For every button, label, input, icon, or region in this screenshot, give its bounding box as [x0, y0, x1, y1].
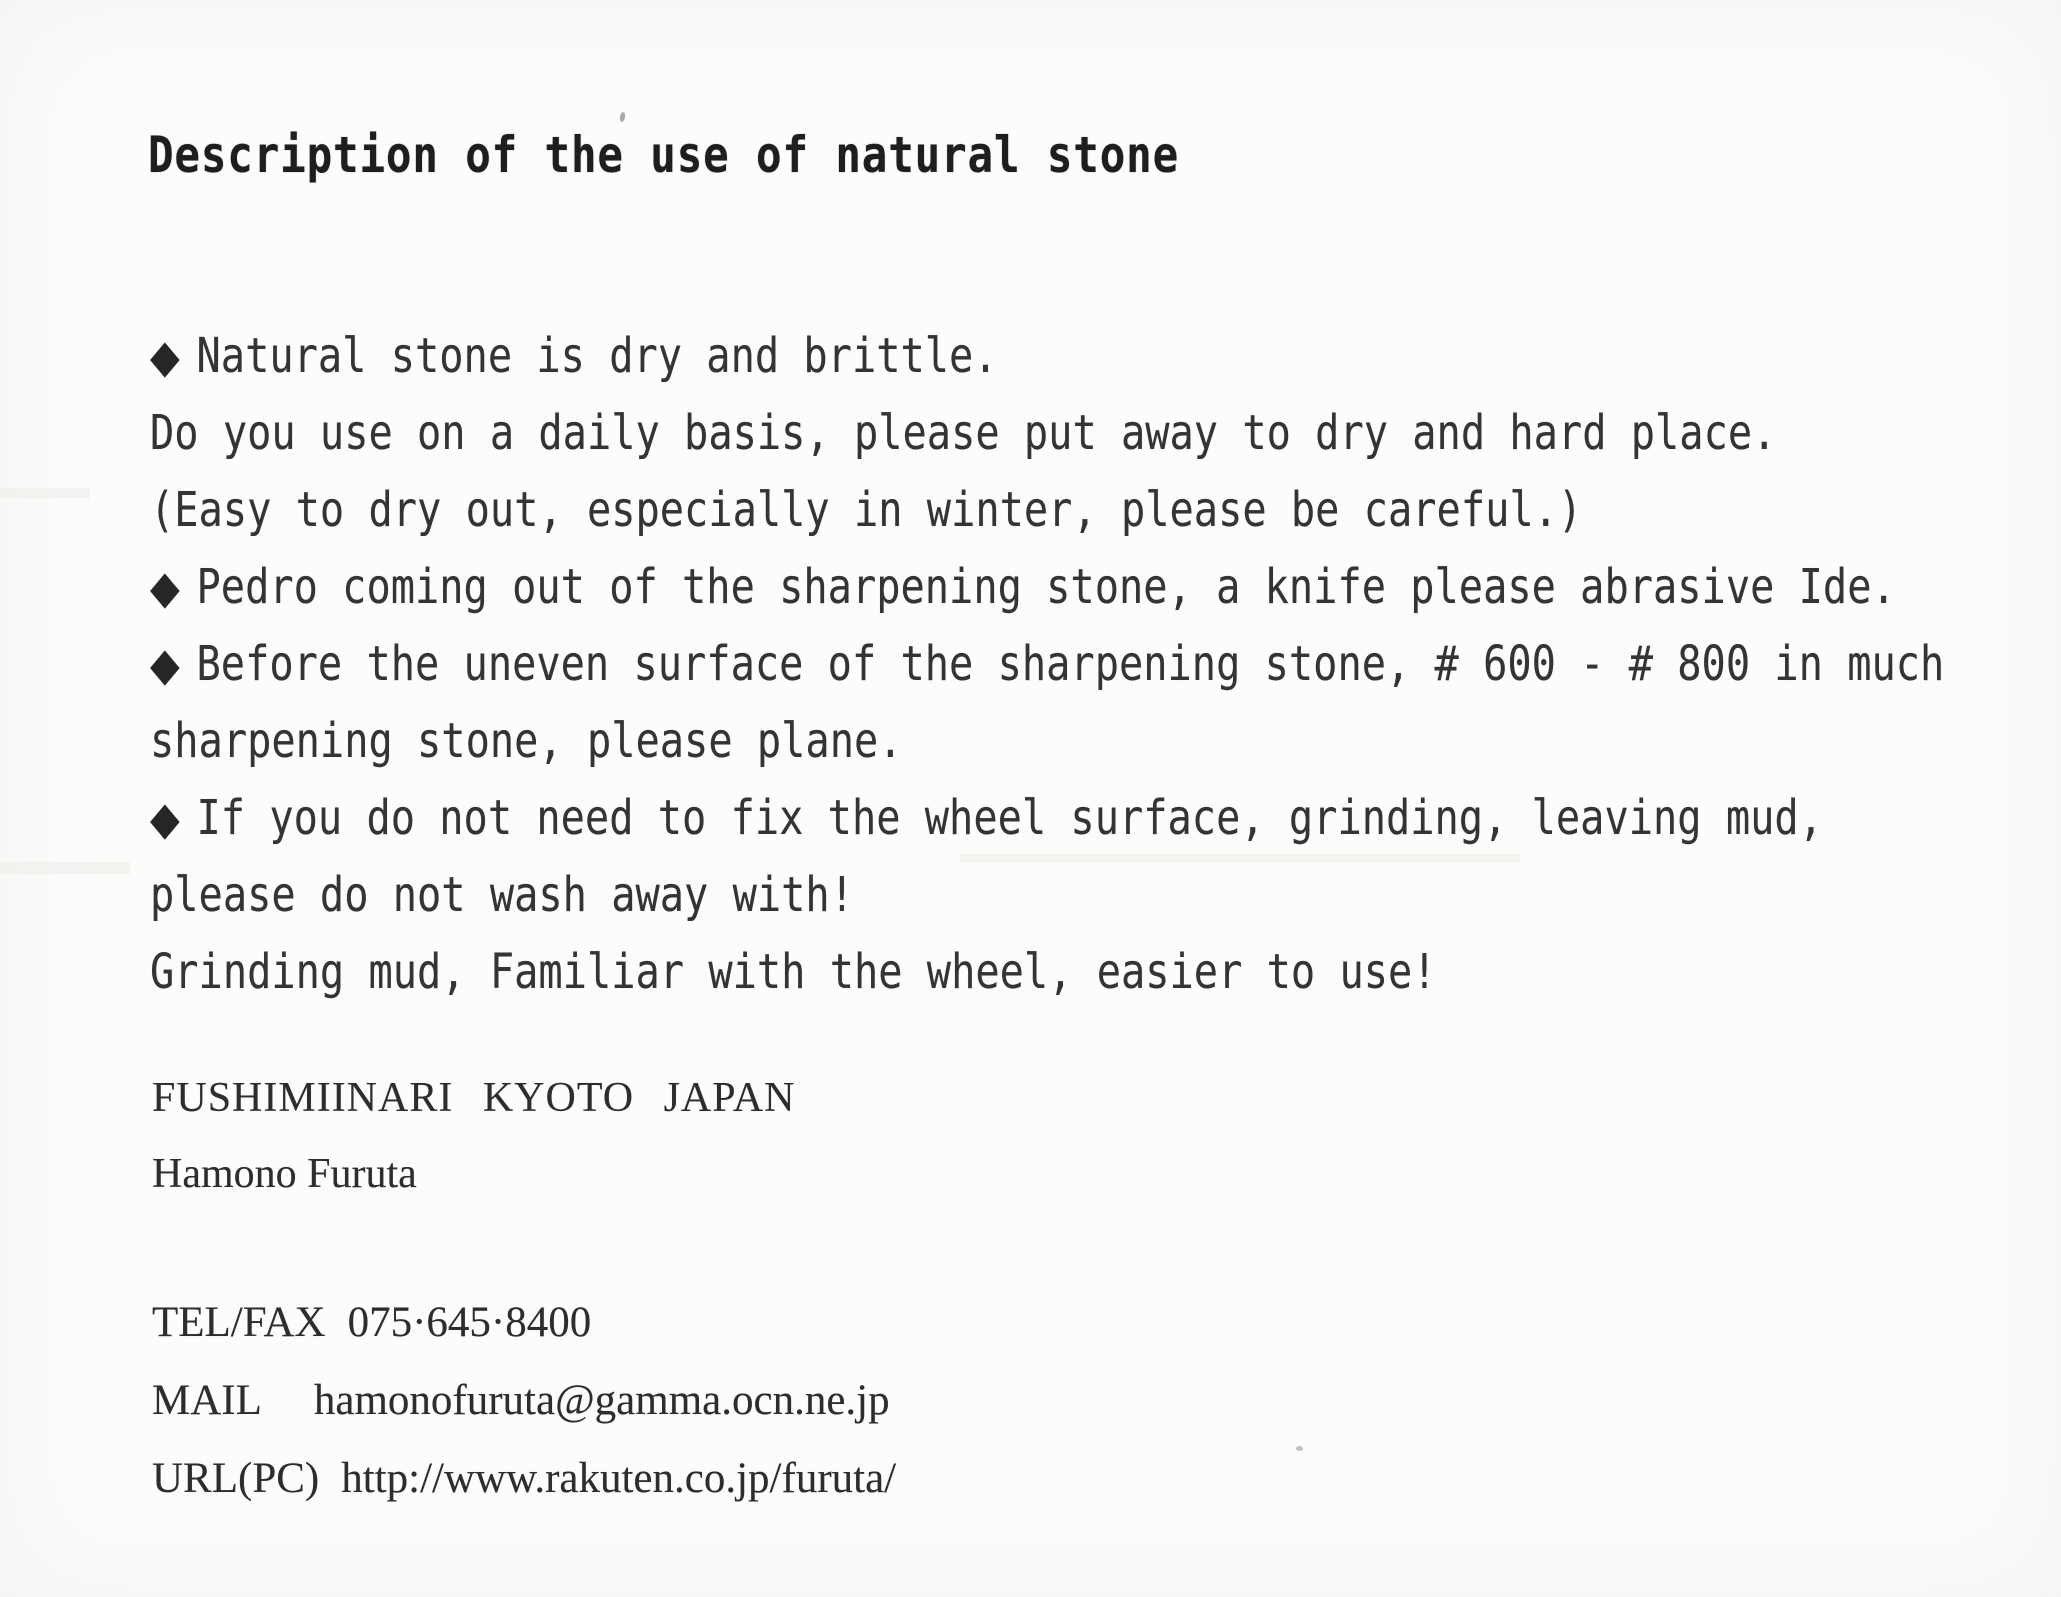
page-title-text: Description of the use of natural stone: [148, 126, 1180, 184]
body-line-text: Natural stone is dry and brittle.: [196, 328, 998, 384]
body-line-text: sharpening stone, please plane.: [150, 713, 903, 769]
contact-block: [152, 1284, 896, 1518]
url-label: URL(PC): [152, 1455, 320, 1502]
diamond-bullet-icon: ◆: [150, 329, 180, 383]
instruction-body: [150, 318, 2021, 1011]
address-block: [152, 1060, 795, 1212]
body-line-text: If you do not need to fix the wheel surface, grinding, leaving mud,: [196, 790, 1823, 846]
body-line: [150, 626, 2021, 703]
body-line: [150, 549, 2021, 626]
mail-label: MAIL: [152, 1377, 262, 1424]
page-title: [148, 126, 1361, 184]
body-line: [150, 857, 2021, 934]
body-line: [150, 318, 2021, 395]
diamond-bullet-icon: ◆: [150, 791, 180, 845]
telfax-label: TEL/FAX: [152, 1299, 326, 1346]
address-shop-name: Hamono Furuta: [152, 1151, 417, 1197]
body-line: [150, 934, 2021, 1011]
mail-address: hamonofuruta@gamma.ocn.ne.jp: [313, 1377, 890, 1424]
diamond-bullet-icon: ◆: [150, 560, 180, 614]
url-line: [152, 1440, 896, 1518]
address-location: FUSHIMIINARI KYOTO JAPAN: [152, 1075, 796, 1121]
diamond-bullet-icon: ◆: [150, 637, 180, 691]
url-address: http://www.rakuten.co.jp/furuta/: [341, 1455, 897, 1502]
body-line: [150, 703, 2021, 780]
body-line: [150, 472, 2021, 549]
body-line: [150, 395, 2021, 472]
scan-streak: [960, 854, 1520, 863]
body-line-text: Before the uneven surface of the sharpening stone, # 600 - # 800 in much: [196, 636, 1945, 692]
body-line-text: Grinding mud, Familiar with the wheel, easier to use!: [150, 944, 1437, 1000]
body-line-text: Pedro coming out of the sharpening stone, a knife please abrasive Ide.: [196, 559, 1896, 615]
scan-speck: [619, 112, 626, 123]
scan-streak: [0, 862, 130, 874]
scan-speck: [1296, 1446, 1303, 1451]
telfax-number: 075·645·8400: [347, 1299, 592, 1346]
scan-streak: [0, 488, 90, 498]
body-line-text: (Easy to dry out, especially in winter, please be careful.): [150, 482, 1583, 538]
telfax-line: [152, 1284, 896, 1362]
body-line-text: Do you use on a daily basis, please put away to dry and hard place.: [150, 405, 1777, 461]
body-line: [150, 780, 2021, 857]
body-line-text: please do not wash away with!: [150, 867, 854, 923]
mail-line: [152, 1362, 896, 1440]
